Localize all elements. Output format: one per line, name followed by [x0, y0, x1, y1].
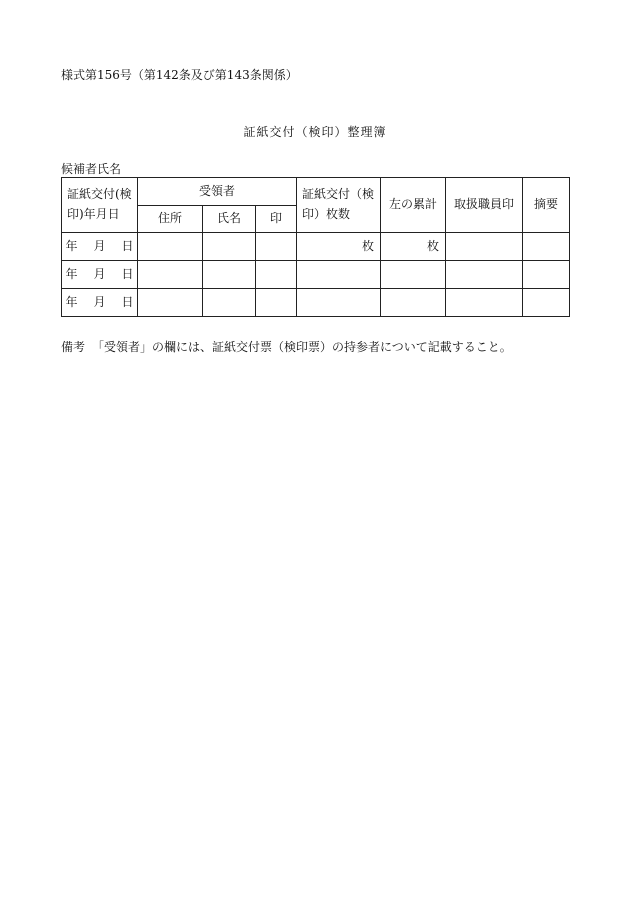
row-name [203, 233, 256, 261]
row-address [138, 261, 203, 289]
header-issue-date-line2: 印)年月日 [67, 207, 120, 221]
row-seal [256, 233, 297, 261]
row-cumulative [381, 261, 446, 289]
row-address [138, 233, 203, 261]
row-count: 枚 [297, 233, 381, 261]
row-cumulative: 枚 [381, 233, 446, 261]
header-issue-count-line1: 証紙交付（検 [302, 187, 375, 202]
header-seal: 印 [256, 206, 297, 233]
row-name [203, 261, 256, 289]
row-remarks [523, 289, 570, 317]
header-issue-count-line2: 印）枚数 [302, 207, 351, 221]
header-remarks: 摘要 [523, 178, 570, 233]
row-month: 月 [93, 266, 106, 281]
row-year: 年 [65, 266, 78, 281]
table-row [62, 261, 570, 289]
header-issue-count [297, 178, 381, 233]
row-staff-seal [446, 233, 523, 261]
row-staff-seal [446, 289, 523, 317]
row-remarks [523, 261, 570, 289]
header-cumulative: 左の累計 [381, 178, 446, 233]
row-year: 年 [65, 238, 78, 253]
header-issue-date [62, 178, 138, 233]
row-address [138, 289, 203, 317]
row-month: 月 [93, 238, 106, 253]
table-row [62, 289, 570, 317]
row-day: 日 [121, 294, 134, 309]
header-recipient: 受領者 [138, 178, 297, 206]
row-day: 日 [121, 266, 134, 281]
row-seal [256, 261, 297, 289]
row-date [62, 289, 138, 317]
row-count [297, 261, 381, 289]
row-staff-seal [446, 261, 523, 289]
document-title: 証紙交付（検印）整理簿 [243, 125, 387, 139]
note-text: 「受領者」の欄には、証紙交付票（検印票）の持参者について記載すること。 [92, 340, 512, 354]
header-issue-date-line1: 証紙交付(検 [67, 187, 132, 202]
ledger-table [61, 177, 570, 317]
row-remarks [523, 233, 570, 261]
candidate-name-label: 候補者氏名 [61, 162, 122, 176]
row-year: 年 [65, 294, 78, 309]
row-day: 日 [121, 238, 134, 253]
table-row [62, 233, 570, 261]
row-seal [256, 289, 297, 317]
row-name [203, 289, 256, 317]
row-count [297, 289, 381, 317]
row-month: 月 [93, 294, 106, 309]
remarks-note [61, 338, 512, 355]
header-name: 氏名 [203, 206, 256, 233]
row-date [62, 261, 138, 289]
note-label: 備考 [61, 340, 86, 354]
row-date [62, 233, 138, 261]
header-staff-seal: 取扱職員印 [446, 178, 523, 233]
form-number: 様式第156号（第142条及び第143条関係） [61, 68, 298, 82]
header-address: 住所 [138, 206, 203, 233]
row-cumulative [381, 289, 446, 317]
